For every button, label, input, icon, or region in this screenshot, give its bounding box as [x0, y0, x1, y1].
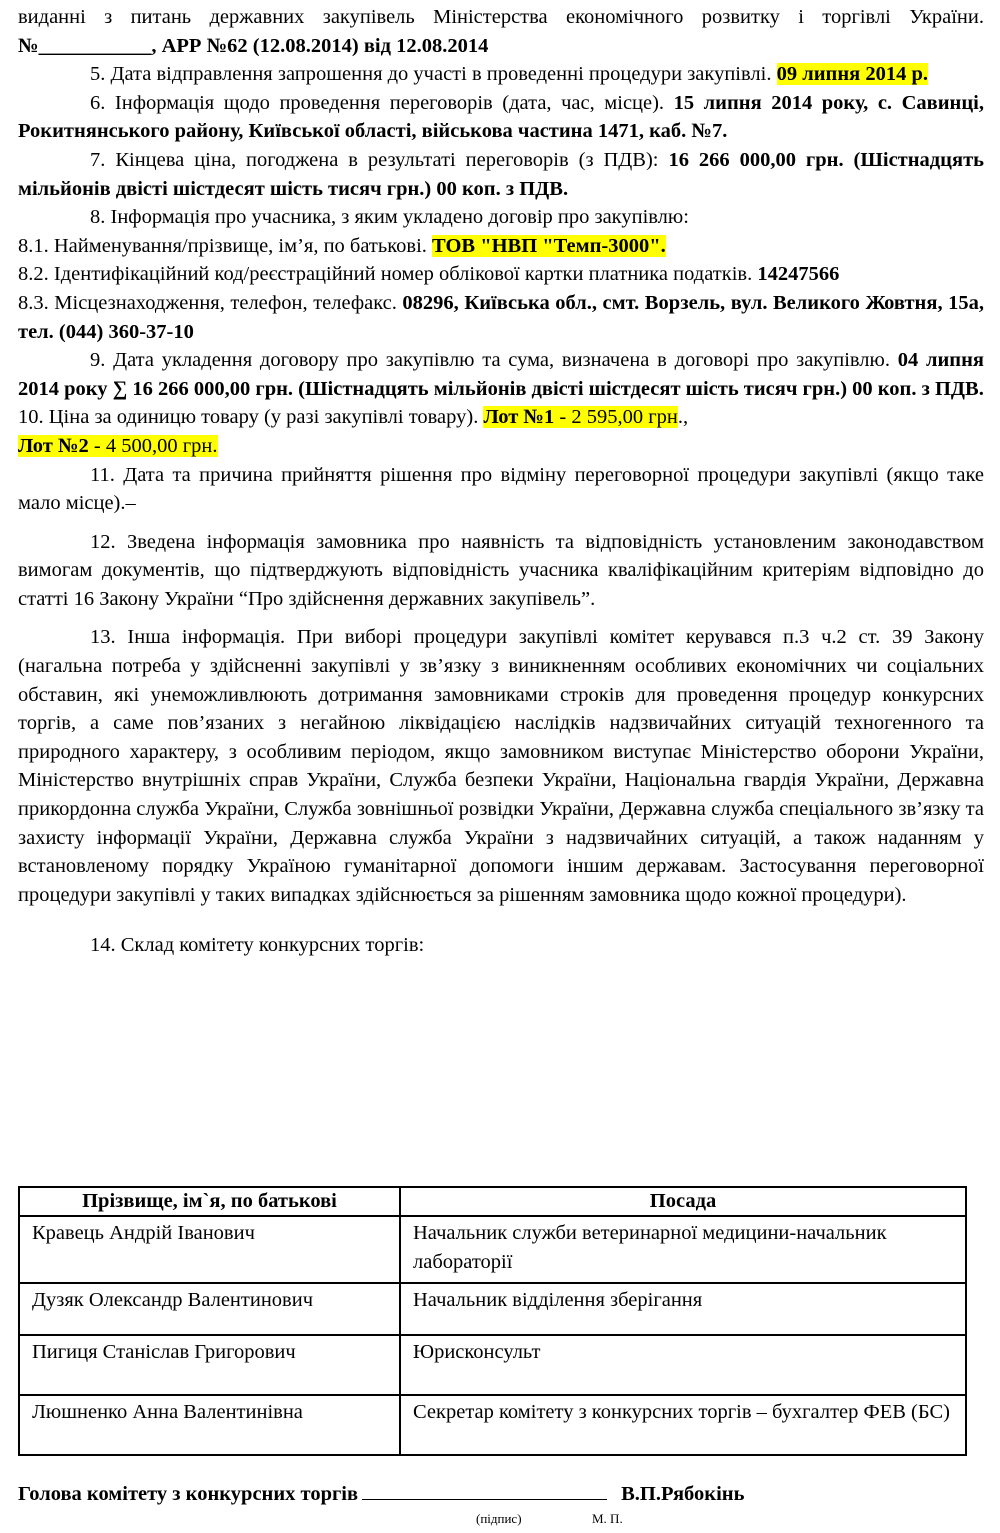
member-position: Начальник відділення зберігання: [400, 1283, 966, 1335]
paragraph-8: 8. Інформація про учасника, з яким укладено договір про закупівлю:: [90, 206, 689, 229]
invitation-date: 09 липня 2014 р.: [776, 63, 929, 86]
member-name: Пигиця Станіслав Григорович: [19, 1335, 400, 1395]
column-header-position: Посада: [400, 1187, 966, 1216]
table-row: [19, 1283, 966, 1335]
signature-line: [18, 1477, 984, 1509]
paragraph-11: 11. Дата та причина прийняття рішення про відміну переговорної процедури закупівлі (якщо таке мало місце).–: [18, 463, 984, 515]
paragraph-4-continuation: виданні з питань державних закупівель Міністерства економічного розвитку і торгівлі України. №___________, АРР №62 (12.08.2014) від 12.08.2014: [18, 6, 984, 57]
table-row: [19, 1335, 966, 1395]
paragraph-6: 6. Інформація щодо проведення переговорів (дата, час, місце). 15 липня 2014 року, с. Савинці, Рокитнянського району, Київської області, військова частина 1471, каб. №7.: [18, 91, 984, 143]
signature-label: Голова комітету з конкурсних торгів: [18, 1483, 359, 1505]
paragraph-8-3: 8.3. Місцезнаходження, телефон, телефакс. 08296, Київська обл., смт. Ворзель, вул. Великого Жовтня, 15а, тел. (044) 360-37-10: [18, 291, 984, 343]
document-page: [18, 3, 984, 1526]
lot-1-price: Лот №1 - 2 595,00 грн: [483, 406, 678, 429]
participant-name: ТОВ "НВП "Темп-3000".: [432, 234, 666, 257]
participant-code: 14247566: [757, 263, 840, 286]
publication-reference: №___________, АРР №62 (12.08.2014) від 12.08.2014: [18, 34, 489, 57]
table-row: [19, 1395, 966, 1455]
member-position: Юрисконсульт: [400, 1335, 966, 1395]
stamp-caption: М. П.: [592, 1511, 623, 1526]
member-position: Начальник служби ветеринарної медицини-начальник лабораторії: [400, 1216, 966, 1283]
signature-blank: [362, 1477, 607, 1500]
member-name: Люшненко Анна Валентинівна: [19, 1395, 400, 1455]
participant-address: 08296, Київська обл., смт. Ворзель, вул. Великого Жовтня, 15а, тел. (044) 360-37-10: [18, 291, 984, 343]
column-header-name: Прізвище, ім`я, по батькові: [19, 1187, 400, 1216]
table-header-row: [19, 1187, 966, 1216]
member-name: Кравець Андрій Іванович: [19, 1216, 400, 1283]
paragraph-5: 5. Дата відправлення запрошення до участі в проведенні процедури закупівлі. 09 липня 2014 р.: [90, 63, 929, 86]
member-position: Секретар комітету з конкурсних торгів – бухгалтер ФЕВ (БС): [400, 1395, 966, 1455]
negotiation-info: 15 липня 2014 року, с. Савинці, Рокитнянського району, Київської області, військова частина 1471, каб. №7.: [18, 91, 984, 143]
paragraph-8-1: 8.1. Найменування/прізвище, ім’я, по батькові. ТОВ "НВП "Темп-3000".: [18, 234, 666, 257]
final-price: 16 266 000,00 грн. (Шістнадцять мільйонів двісті шістдесят шість тисяч грн.) 00 коп. з ПДВ.: [18, 148, 984, 200]
paragraph-12: 12. Зведена інформація замовника про наявність та відповідність установленим законодавством вимогам документів, що підтверджують відповідність учасника кваліфікаційним критеріям відповідно до статті 16 Закону України “Про здійснення державних закупівель”.: [18, 530, 984, 610]
member-name: Дузяк Олександр Валентинович: [19, 1283, 400, 1335]
signatory-name: В.П.Рябокінь: [621, 1483, 745, 1505]
paragraph-10: 10. Ціна за одиницю товару (у разі закупівлі товару). Лот №1 - 2 595,00 грн., Лот №2 - 4 500,00 грн.: [18, 406, 689, 457]
signature-caption: (підпис): [476, 1511, 522, 1526]
committee-table: [18, 1186, 967, 1456]
paragraph-7: 7. Кінцева ціна, погоджена в результаті переговорів (з ПДВ): 16 266 000,00 грн. (Шістнадцять мільйонів двісті шістдесят шість тисяч грн.) 00 коп. з ПДВ.: [18, 148, 984, 200]
table-row: [19, 1216, 966, 1283]
spacer: [18, 909, 984, 931]
paragraph-13: 13. Інша інформація. При виборі процедури закупівлі комітет керувався п.3 ч.2 ст. 39 Закону (нагальна потреба у здійсненні закупівлі у зв’язку з виникненням особливих економічних чи соціальних обставин, які унеможливлюють дотримання замовниками строків для проведення процедур конкурсних торгів, а саме пов’язаних з негайною ліквідацією наслідків надзвичайних ситуацій техногенного та природного характеру, з особливим періодом, якщо замовником виступає Міністерство оборони України, Міністерство внутрішніх справ України, Служба безпеки України, Національна гвардія України, Державна прикордонна служба України, Служба зовнішньої розвідки України, Державна служба спеціального зв’язку та захисту інформації України, Державна служба України з надзвичайних ситуацій, а також наданням у встановленому порядку Україною гуманітарної допомоги іншим державам. Застосування переговорної процедури закупівлі у таких випадках здійснюється за рішенням замовника щодо кожної процедури).: [18, 626, 984, 906]
paragraph-14: 14. Склад комітету конкурсних торгів:: [90, 934, 425, 957]
paragraph-8-2: 8.2. Ідентифікаційний код/реєстраційний номер облікової картки платника податків. 14247566: [18, 263, 840, 286]
lot-2-price: Лот №2 - 4 500,00 грн.: [18, 434, 218, 457]
paragraph-9: 9. Дата укладення договору про закупівлю та сума, визначена в договорі про закупівлю. 04 липня 2014 року ∑ 16 266 000,00 грн. (Шістнадцять мільйонів двісті шістдесят шість тисяч грн.) 00 коп. з ПДВ.: [18, 349, 984, 400]
contract-date-amount: 04 липня 2014 року ∑ 16 266 000,00 грн. (Шістнадцять мільйонів двісті шістдесят шість тисяч грн.) 00 коп. з ПДВ.: [18, 349, 984, 400]
